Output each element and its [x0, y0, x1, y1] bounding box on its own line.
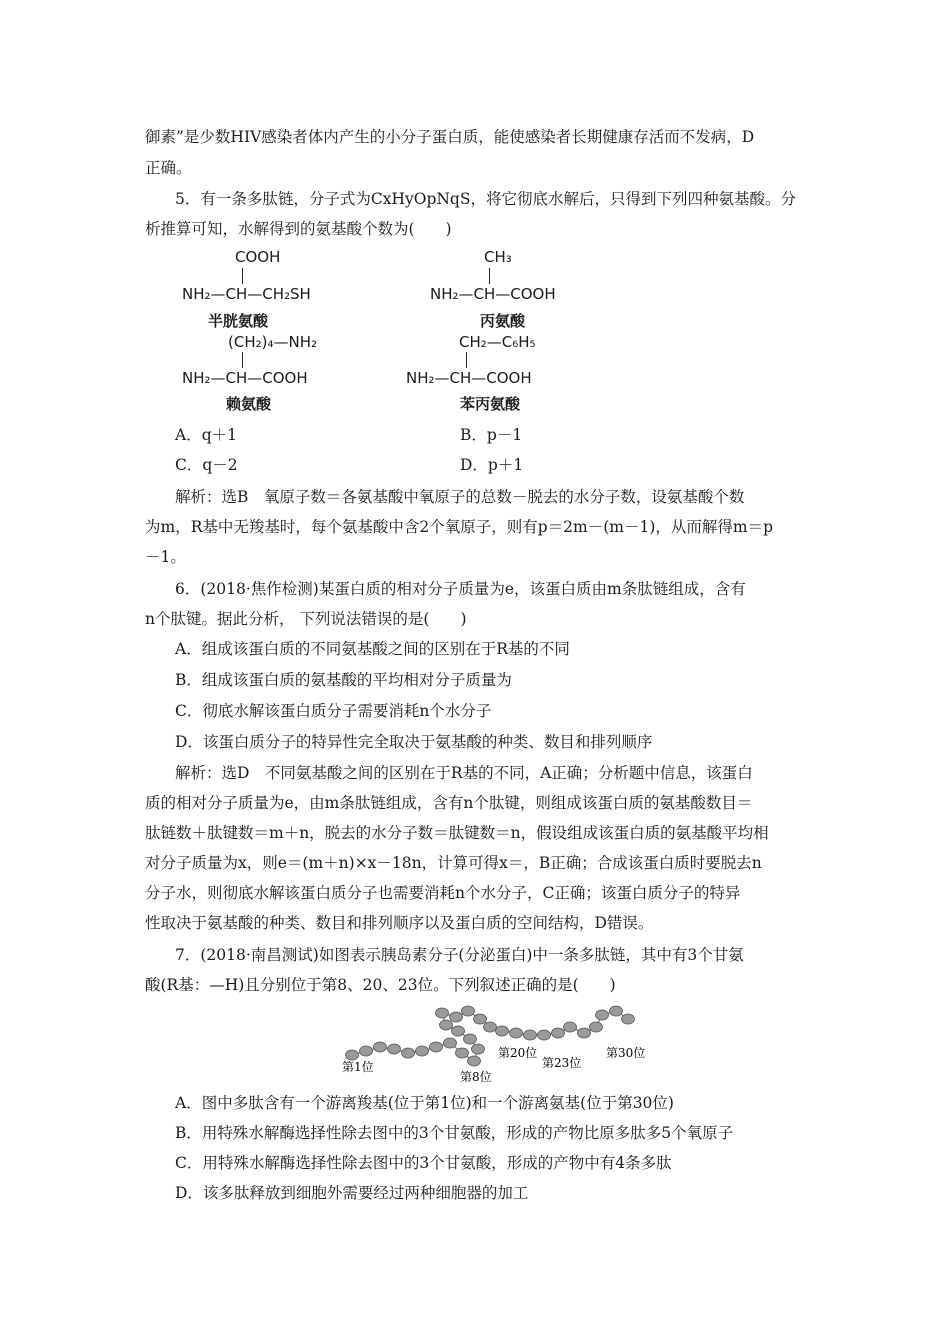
q5-analysis-cont: －1。 — [145, 548, 186, 566]
q6-option-d: D．该蛋白质分子的特异性完全取决于氨基酸的种类、数目和排列顺序 — [175, 733, 653, 751]
amino-acid-bead — [374, 1042, 387, 1052]
q5-analysis-cont: 为m，R基中无羧基时，每个氨基酸中含2个氧原子，则有p＝2m－(m－1)，从而解得m＝p — [145, 518, 773, 536]
text-line: 正确。 — [145, 159, 192, 177]
q6-analysis-cont: 性取决于氨基酸的种类、数目和排列顺序以及蛋白质的空间结构，D错误。 — [145, 914, 654, 932]
q6-analysis: 解析：选D 不同氨基酸之间的区别在于R基的不同，A正确；分析题中信息，该蛋白 — [175, 764, 753, 782]
document-page: 御素”是少数HIV感染者体内产生的小分子蛋白质，能使感染者长期健康存活而不发病，D 正确。 5．有一条多肽链，分子式为CxHyOpNqS，将它彻底水解后，只得到下列四种氨基酸。分 析推算可知，水解得到的氨基酸个数为( ) COOH NH₂—CH—CH₂SH 半胱氨酸 CH₃ NH₂—CH—COOH 丙氨酸 (CH₂)₄—NH₂ NH₂—CH—COOH 赖氨酸 CH₂—C₆H₅ NH₂—CH—COOH 苯丙氨酸 A．q＋1 B．p－1 C．q－2 D．p＋1 解析：选B 氧原子数＝各氨基酸中氧原子的总数－脱去的水分子数，设氨基酸个数 为m，R基中无羧基时，每个氨基酸中含2个氧原子，则有p＝2m－(m－1)，从而解得m＝p －1。 6．(2018·焦作检测)某蛋白质的相对分子质量为e，该蛋白质由m条肽链组成，含有 n个肽键。据此分析， 下列说法错误的是( ) A．组成该蛋白质的不同氨基酸之间的区别在于R基的不同 B．组成该蛋白质的氨基酸的平均相对分子质量为 C．彻底水解该蛋白质分子需要消耗n个水分子 D．该蛋白质分子的特异性完全取决于氨基酸的种类、数目和排列顺序 解析：选D 不同氨基酸之间的区别在于R基的不同，A正确；分析题中信息，该蛋白 质的相对分子质量为e，由m条肽链组成，含有n个肽键，则组成该蛋白质的氨基酸数目＝ 肽链数＋肽键数＝m＋n，脱去的水分子数＝肽键数＝n，假设组成该蛋白质的氨基酸平均相 对分子质量为x，则e＝(m＋n)×x－18n，计算可得x＝，B正确；合成该蛋白质时要脱去n 分子水，则彻底水解该蛋白质分子也需要消耗n个水分子，C正确；该蛋白质分子的特异 性取决于氨基酸的种类、数目和排列顺序以及蛋白质的空间结构，D错误。 7．(2018·南昌测试)如图表示胰岛素分子(分泌蛋白)中一条多肽链，其中有3个甘氨 酸(R基：—H)且分别位于第8、20、23位。下列叙述正确的是( ) 第1位 第8位 第20位 第23位 第30位 A．图中多肽含有一个游离羧基(位于第1位)和一个游离氨基(位于第30位) B．用特殊水解酶选择性除去图中的3个甘氨酸，形成的产物比原多肽多5个氧原子 C．用特殊水解酶选择性除去图中的3个甘氨酸，形成的产物中有4条多肽 D．该多肽释放到细胞外需要经过两种细胞器的加工 — [0, 0, 950, 1344]
label-pos23: 第23位 — [542, 1056, 582, 1070]
amino-acid-bead — [596, 1010, 609, 1020]
amino-acid-bead — [464, 1034, 477, 1044]
q5-analysis: 解析：选B 氧原子数＝各氨基酸中氧原子的总数－脱去的水分子数，设氨基酸个数 — [175, 488, 745, 506]
q6-option-b: B．组成该蛋白质的氨基酸的平均相对分子质量为 — [175, 671, 512, 689]
question-5-stem: 5．有一条多肽链，分子式为CxHyOpNqS，将它彻底水解后，只得到下列四种氨基酸。分 — [175, 190, 796, 208]
amino-acid-bead — [468, 1056, 481, 1066]
q7-option-c: C．用特殊水解酶选择性除去图中的3个甘氨酸，形成的产物中有4条多肽 — [175, 1154, 672, 1172]
amino-acid-bead — [538, 1030, 551, 1040]
q7-option-d: D．该多肽释放到细胞外需要经过两种细胞器的加工 — [175, 1184, 529, 1202]
amino-acid-bead — [346, 1050, 359, 1060]
text-line: 御素”是少数HIV感染者体内产生的小分子蛋白质，能使感染者长期健康存活而不发病，D — [145, 128, 755, 146]
amino-acid-bead — [402, 1048, 415, 1058]
amino-acid-bead — [440, 1020, 453, 1030]
q6-analysis-cont: 对分子质量为x，则e＝(m＋n)×x－18n，计算可得x＝，B正确；合成该蛋白质时要脱去n — [145, 854, 762, 872]
polypeptide-chain-diagram — [330, 1005, 670, 1085]
question-6-stem: 6．(2018·焦作检测)某蛋白质的相对分子质量为e，该蛋白质由m条肽链组成，含有 — [175, 580, 746, 598]
amino-acid-bead — [450, 1012, 463, 1022]
q5-option-b: B．p－1 — [460, 426, 523, 444]
amino-acid-bead — [590, 1022, 603, 1032]
bond-line — [242, 268, 243, 284]
amino-acid-beads — [346, 1006, 635, 1066]
q6-analysis-cont: 分子水，则彻底水解该蛋白质分子也需要消耗n个水分子，C正确；该蛋白质分子的特异 — [145, 884, 741, 902]
question-6-stem-cont: n个肽键。据此分析， 下列说法错误的是( ) — [145, 610, 467, 628]
amino-acid-bead — [472, 1044, 485, 1054]
q6-analysis-cont: 质的相对分子质量为e，由m条肽链组成，含有n个肽键，则组成该蛋白质的氨基酸数目＝ — [145, 794, 753, 812]
bond-line — [466, 352, 467, 368]
q5-option-d: D．p＋1 — [460, 456, 524, 474]
q5-option-c: C．q－2 — [175, 456, 238, 474]
amino-acid-bead — [552, 1028, 565, 1038]
amino-acid-bead — [524, 1030, 537, 1040]
amino-acid-bead — [416, 1046, 429, 1056]
label-pos30: 第30位 — [606, 1046, 646, 1060]
label-pos20: 第20位 — [498, 1046, 538, 1060]
amino-acid-bead — [430, 1042, 443, 1052]
amino-acid-bead — [360, 1046, 373, 1056]
label-pos8: 第8位 — [460, 1070, 492, 1084]
amino-acid-bead — [510, 1028, 523, 1038]
amino-acid-bead — [484, 1022, 497, 1032]
amino-acid-bead — [474, 1014, 487, 1024]
q7-option-b: B．用特殊水解酶选择性除去图中的3个甘氨酸，形成的产物比原多肽多5个氧原子 — [175, 1124, 734, 1142]
amino-acid-bead — [444, 1038, 457, 1048]
amino-acid-bead — [456, 1048, 469, 1058]
question-7-stem: 7．(2018·南昌测试)如图表示胰岛素分子(分泌蛋白)中一条多肽链，其中有3个甘氨 — [175, 946, 744, 964]
amino-acid-bead — [564, 1022, 577, 1032]
label-pos1: 第1位 — [342, 1060, 374, 1074]
amino-acid-bead — [610, 1006, 623, 1016]
bond-line — [489, 268, 490, 284]
bond-line — [242, 352, 243, 368]
q6-analysis-cont: 肽链数＋肽键数＝m＋n，脱去的水分子数＝肽键数＝n，假设组成该蛋白质的氨基酸平均相 — [145, 824, 769, 842]
amino-acid-bead — [496, 1026, 509, 1036]
q7-option-a: A．图中多肽含有一个游离羧基(位于第1位)和一个游离氨基(位于第30位) — [175, 1094, 674, 1112]
amino-acid-bead — [436, 1008, 449, 1018]
amino-acid-bead — [578, 1028, 591, 1038]
amino-acid-bead — [462, 1006, 475, 1016]
amino-acid-bead — [622, 1014, 635, 1024]
q6-option-a: A．组成该蛋白质的不同氨基酸之间的区别在于R基的不同 — [175, 640, 570, 658]
question-7-stem-cont: 酸(R基：—H)且分别位于第8、20、23位。下列叙述正确的是( ) — [145, 976, 616, 994]
amino-acid-bead — [388, 1044, 401, 1054]
q6-option-c: C．彻底水解该蛋白质分子需要消耗n个水分子 — [175, 702, 492, 720]
q5-option-a: A．q＋1 — [175, 426, 237, 444]
question-5-stem-cont: 析推算可知，水解得到的氨基酸个数为( ) — [145, 220, 452, 238]
amino-acid-bead — [452, 1026, 465, 1036]
